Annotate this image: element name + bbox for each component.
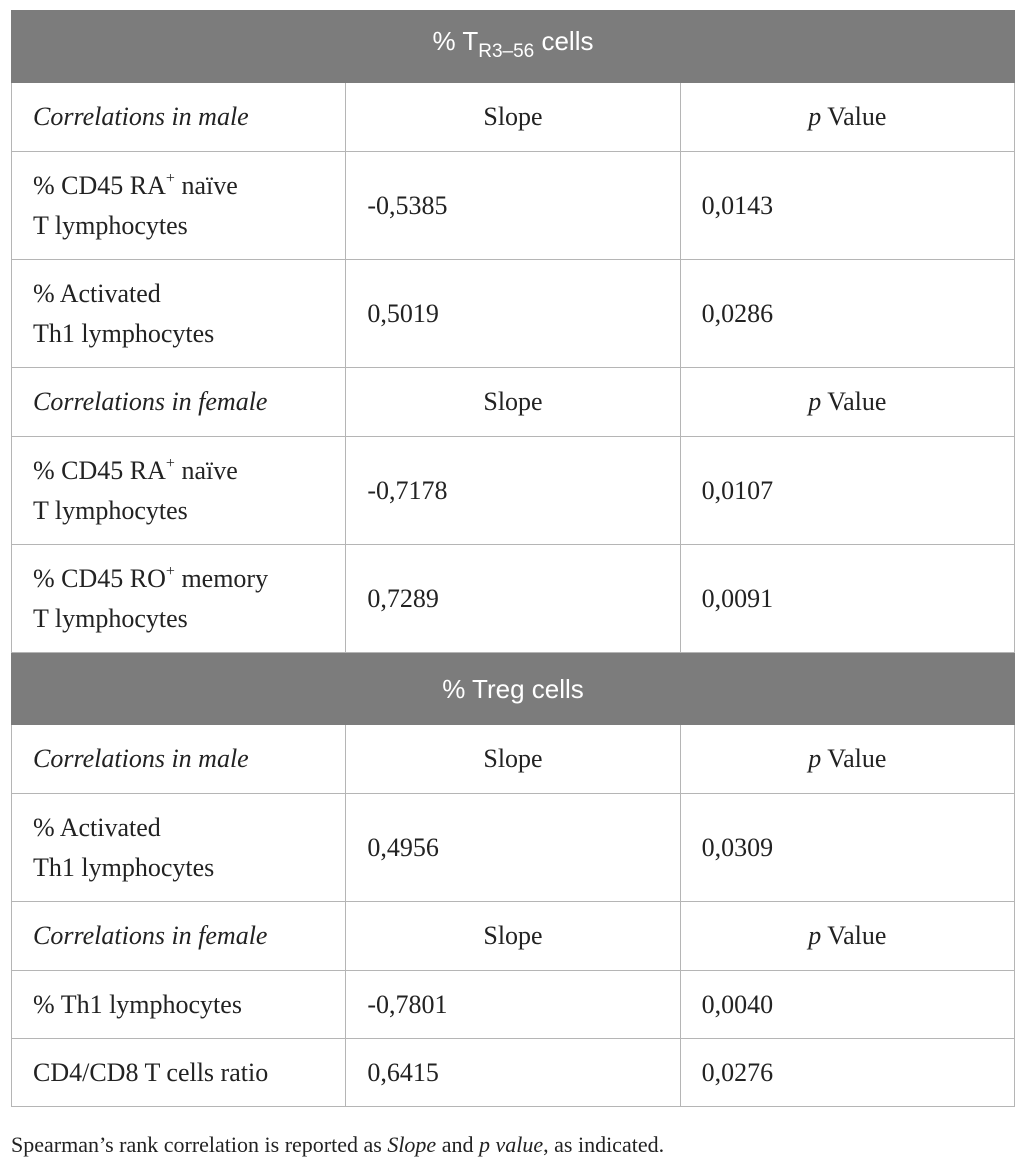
variable-line1: % CD45 RA xyxy=(33,170,166,200)
section-title-main: % Treg cells xyxy=(442,673,584,704)
slope-cell: 0,4956 xyxy=(346,794,680,902)
variable-cell: % Th1 lymphocytes xyxy=(12,971,346,1039)
variable-line2: Th1 lymphocytes xyxy=(33,318,215,348)
p-value-cell: 0,0107 xyxy=(680,437,1014,545)
p-tail: Value xyxy=(821,102,887,131)
p-tail: Value xyxy=(821,921,887,950)
slope-cell: -0,5385 xyxy=(346,152,680,260)
p-italic: p xyxy=(808,387,822,416)
section-band xyxy=(12,11,1015,83)
footnote-text: and xyxy=(436,1132,479,1157)
group-header-row xyxy=(12,368,1015,437)
table-row xyxy=(12,437,1015,545)
variable-line2: Th1 lymphocytes xyxy=(33,852,215,882)
p-value-cell: 0,0276 xyxy=(680,1039,1014,1107)
slope-cell: -0,7801 xyxy=(346,971,680,1039)
variable-line1-tail: memory xyxy=(174,563,269,593)
section-title xyxy=(12,653,1015,725)
variable-line2: T lymphocytes xyxy=(33,210,188,240)
group-label: Correlations in male xyxy=(12,725,346,794)
variable-sup: + xyxy=(165,454,175,472)
slope-header: Slope xyxy=(346,368,680,437)
footnote-text: , as indicated. xyxy=(543,1132,665,1157)
table-row xyxy=(12,971,1015,1039)
variable-line1-tail: naïve xyxy=(174,455,238,485)
table-row xyxy=(12,260,1015,368)
p-tail: Value xyxy=(821,387,887,416)
variable-line1: % Activated xyxy=(33,812,161,842)
footnote-slope: Slope xyxy=(387,1132,437,1157)
variable-cell: CD4/CD8 T cells ratio xyxy=(12,1039,346,1107)
variable-line1-tail: naïve xyxy=(174,170,238,200)
p-value-cell: 0,0040 xyxy=(680,971,1014,1039)
p-italic: p xyxy=(808,921,822,950)
table-row xyxy=(12,794,1015,902)
slope-cell: 0,6415 xyxy=(346,1039,680,1107)
section-title xyxy=(12,11,1015,83)
table-row xyxy=(12,152,1015,260)
variable-line1: % Activated xyxy=(33,278,161,308)
variable-line1: % CD45 RA xyxy=(33,455,166,485)
group-label: Correlations in female xyxy=(12,368,346,437)
table-footnote xyxy=(11,1130,664,1160)
p-value-cell: 0,0309 xyxy=(680,794,1014,902)
variable-line2: T lymphocytes xyxy=(33,495,188,525)
slope-cell: 0,7289 xyxy=(346,545,680,653)
table-row xyxy=(12,1039,1015,1107)
slope-cell: -0,7178 xyxy=(346,437,680,545)
slope-header: Slope xyxy=(346,83,680,152)
footnote-text: Spearman’s rank correlation is reported as xyxy=(11,1132,388,1157)
p-value-header xyxy=(680,83,1014,152)
correlation-table xyxy=(11,10,1015,1107)
footnote-p-value: p value xyxy=(478,1132,544,1157)
p-value-cell: 0,0143 xyxy=(680,152,1014,260)
slope-header: Slope xyxy=(346,902,680,971)
p-value-cell: 0,0091 xyxy=(680,545,1014,653)
table-row xyxy=(12,545,1015,653)
slope-header: Slope xyxy=(346,725,680,794)
group-label: Correlations in male xyxy=(12,83,346,152)
group-label: Correlations in female xyxy=(12,902,346,971)
variable-line1: % CD45 RO xyxy=(33,563,166,593)
section-title-tail: cells xyxy=(534,26,594,56)
p-italic: p xyxy=(808,102,822,131)
group-header-row xyxy=(12,725,1015,794)
p-value-header xyxy=(680,725,1014,794)
p-tail: Value xyxy=(821,744,887,773)
p-italic: p xyxy=(808,744,822,773)
variable-sup: + xyxy=(165,169,175,187)
section-title-subscript: R3–56 xyxy=(478,41,535,62)
p-value-cell: 0,0286 xyxy=(680,260,1014,368)
variable-cell xyxy=(12,152,346,260)
variable-cell xyxy=(12,545,346,653)
variable-sup: + xyxy=(165,562,175,580)
p-value-header xyxy=(680,368,1014,437)
section-band xyxy=(12,653,1015,725)
p-value-header xyxy=(680,902,1014,971)
variable-cell xyxy=(12,794,346,902)
group-header-row xyxy=(12,902,1015,971)
slope-cell: 0,5019 xyxy=(346,260,680,368)
variable-cell xyxy=(12,437,346,545)
variable-line2: T lymphocytes xyxy=(33,603,188,633)
group-header-row xyxy=(12,83,1015,152)
section-title-main: % T xyxy=(432,26,479,56)
variable-cell xyxy=(12,260,346,368)
